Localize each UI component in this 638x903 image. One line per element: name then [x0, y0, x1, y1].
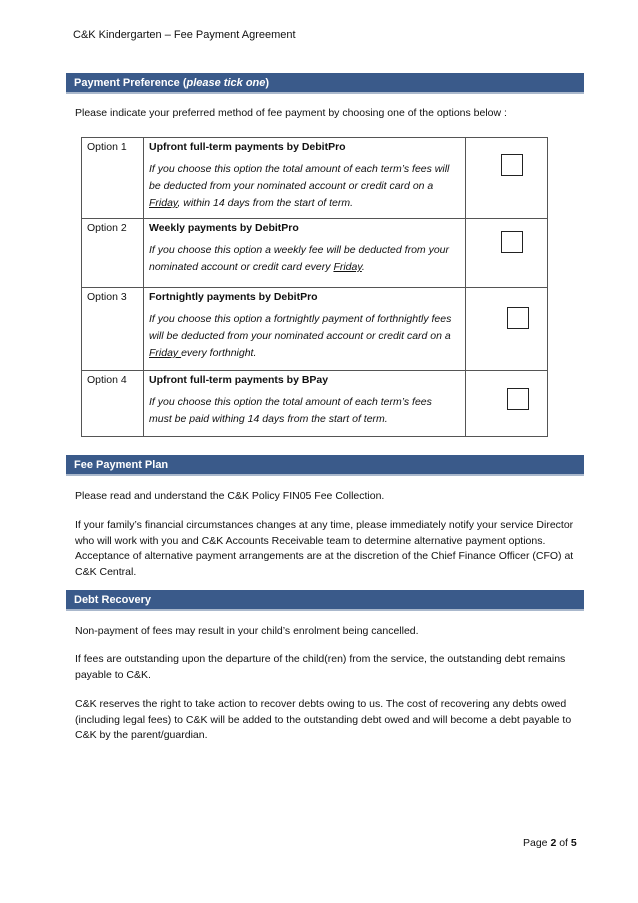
- option-label: Option 4: [82, 371, 144, 437]
- option-title: Weekly payments by DebitPro: [149, 222, 299, 234]
- option-checkbox-cell: [466, 371, 548, 437]
- option-description: [144, 138, 466, 219]
- payment-preference-heading: Payment Preference (please tick one): [66, 73, 584, 94]
- debt-recovery-paragraph-3: C&K reserves the right to take action to recover debts owing to us. The cost of recovering any debts owed (including legal fees) to C&K will be added to the outstanding debt owed and will become a debt payable to C&K by the parent/guardian.: [75, 698, 572, 741]
- option-title: Fortnightly payments by DebitPro: [149, 291, 318, 303]
- option-3-checkbox[interactable]: [507, 307, 529, 329]
- fee-payment-plan-paragraph-1: Please read and understand the C&K Policy FIN05 Fee Collection.: [75, 490, 385, 502]
- option-text: If you choose this option a fortnightly payment of forthnightly fees will be deducted from your nominated account or credit card on a Friday every forthnight.: [149, 313, 452, 359]
- option-row-1: [82, 138, 548, 219]
- option-checkbox-cell: [466, 219, 548, 288]
- option-text: If you choose this option the total amount of each term’s fees will be deducted from your nominated account or credit card on a Friday, within 14 days from the start of term.: [149, 163, 450, 209]
- option-text: If you choose this option the total amount of each term’s fees must be paid withing 14 days from the start of term.: [149, 396, 432, 425]
- option-checkbox-cell: [466, 288, 548, 371]
- debt-recovery-heading: Debt Recovery: [66, 590, 584, 611]
- fee-payment-plan-paragraph-2: If your family’s financial circumstances changes at any time, please immediately notify your service Director who will work with you and C&K Accounts Receivable team to determine alternative payment options. Acceptance of alternative payment arrangements are at the discretion of the Chief Finance Officer (CFO) at C&K Central.: [75, 519, 574, 578]
- document-header: C&K Kindergarten – Fee Payment Agreement: [73, 29, 296, 41]
- option-4-checkbox[interactable]: [507, 388, 529, 410]
- payment-options-table: [81, 137, 548, 437]
- option-text: If you choose this option a weekly fee will be deducted from your nominated account or credit card every Friday.: [149, 244, 449, 273]
- payment-preference-intro: Please indicate your preferred method of fee payment by choosing one of the options below :: [75, 107, 507, 119]
- option-2-checkbox[interactable]: [501, 231, 523, 253]
- option-title: Upfront full-term payments by DebitPro: [149, 141, 346, 153]
- option-label: Option 3: [82, 288, 144, 371]
- page-number: Page 2 of 5: [523, 837, 577, 849]
- fee-payment-plan-heading: Fee Payment Plan: [66, 455, 584, 476]
- option-label: Option 2: [82, 219, 144, 288]
- option-label: Option 1: [82, 138, 144, 219]
- option-description: [144, 219, 466, 288]
- option-description: [144, 288, 466, 371]
- option-row-4: [82, 371, 548, 437]
- option-checkbox-cell: [466, 138, 548, 219]
- option-title: Upfront full-term payments by BPay: [149, 374, 329, 386]
- option-description: [144, 371, 466, 437]
- debt-recovery-paragraph-1: Non-payment of fees may result in your child’s enrolment being cancelled.: [75, 625, 419, 637]
- option-row-3: [82, 288, 548, 371]
- option-row-2: [82, 219, 548, 288]
- option-1-checkbox[interactable]: [501, 154, 523, 176]
- debt-recovery-paragraph-2: If fees are outstanding upon the departure of the child(ren) from the service, the outstanding debt remains payable to C&K.: [75, 653, 566, 681]
